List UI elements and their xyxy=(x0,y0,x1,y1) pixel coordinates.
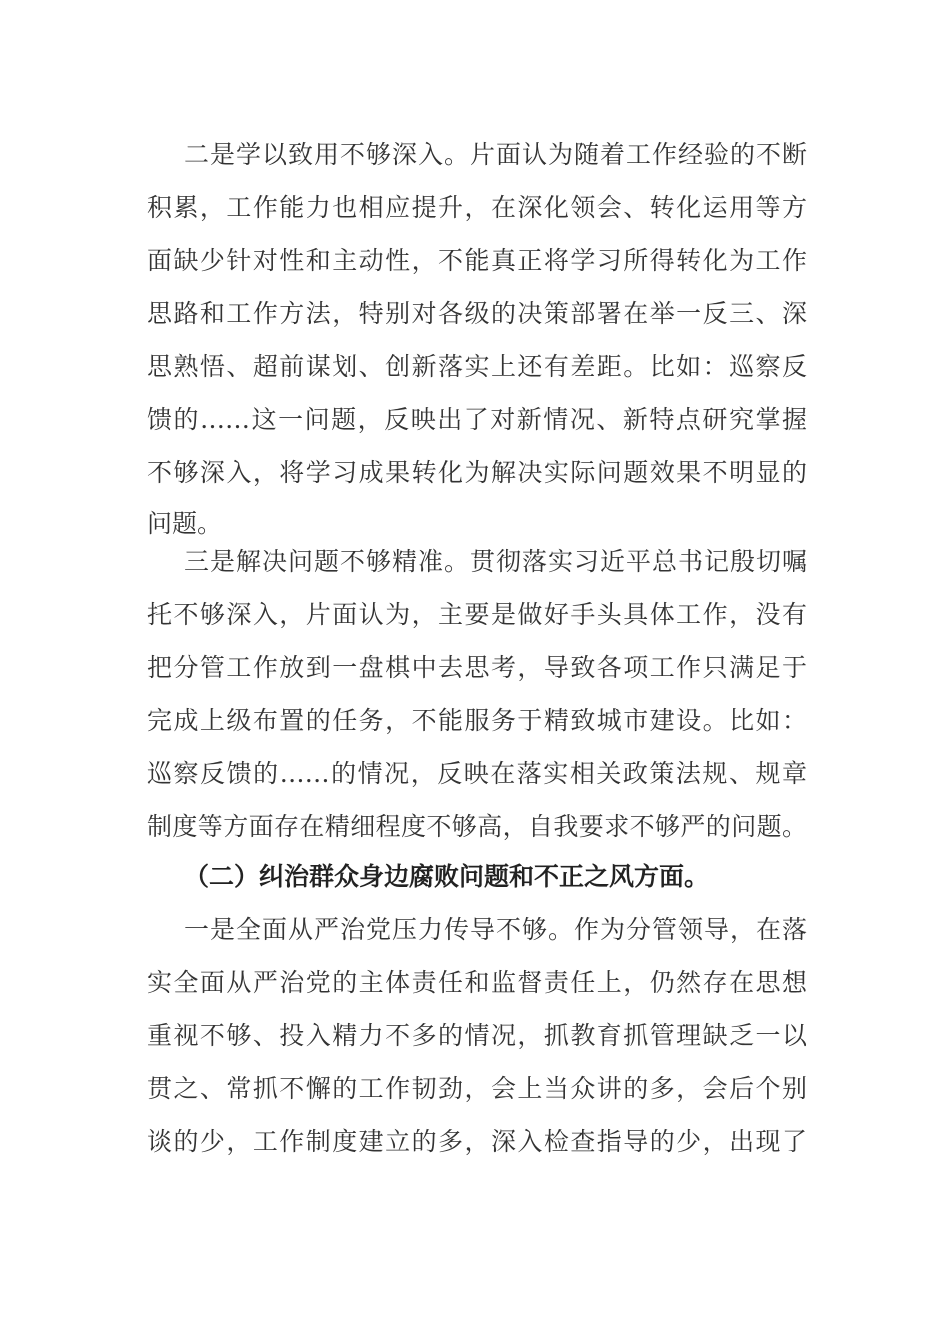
paragraph-1-line-2: 积累，工作能力也相应提升，在深化领会、转化运用等方 xyxy=(147,193,807,222)
paragraph-1-line-7: 不够深入，将学习成果转化为解决实际问题效果不明显的 xyxy=(147,458,807,487)
paragraph-1-line-4: 思路和工作方法，特别对各级的决策部署在举一反三、深 xyxy=(147,299,807,328)
paragraph-3-line-1: 一是全面从严治党压力传导不够。作为分管领导，在落 xyxy=(184,915,807,944)
section-heading-2: （二）纠治群众身边腐败问题和不正之风方面。 xyxy=(184,862,710,891)
paragraph-2-line-6: 制度等方面存在精细程度不够高，自我要求不够严的问题。 xyxy=(147,812,807,841)
paragraph-1-line-6: 馈的……这一问题，反映出了对新情况、新特点研究掌握 xyxy=(147,405,807,434)
paragraph-2-line-5: 巡察反馈的……的情况，反映在落实相关政策法规、规章 xyxy=(147,759,807,788)
paragraph-1-line-5: 思熟悟、超前谋划、创新落实上还有差距。比如：巡察反 xyxy=(147,352,807,381)
paragraph-3-line-2: 实全面从严治党的主体责任和监督责任上，仍然存在思想 xyxy=(147,968,807,997)
paragraph-2-line-3: 把分管工作放到一盘棋中去思考，导致各项工作只满足于 xyxy=(147,653,807,682)
paragraph-3-line-3: 重视不够、投入精力不多的情况，抓教育抓管理缺乏一以 xyxy=(147,1021,807,1050)
paragraph-3-line-4: 贯之、常抓不懈的工作韧劲，会上当众讲的多，会后个别 xyxy=(147,1074,807,1103)
paragraph-1-line-8: 问题。 xyxy=(147,509,223,538)
paragraph-1-line-1: 二是学以致用不够深入。片面认为随着工作经验的不断 xyxy=(184,140,807,169)
paragraph-3-line-5: 谈的少，工作制度建立的多，深入检查指导的少，出现了 xyxy=(147,1127,807,1156)
paragraph-2-line-2: 托不够深入，片面认为，主要是做好手头具体工作，没有 xyxy=(147,600,807,629)
paragraph-2-line-4: 完成上级布置的任务，不能服务于精致城市建设。比如： xyxy=(147,706,807,735)
paragraph-2-line-1: 三是解决问题不够精准。贯彻落实习近平总书记殷切嘱 xyxy=(184,547,807,576)
paragraph-1-line-3: 面缺少针对性和主动性，不能真正将学习所得转化为工作 xyxy=(147,246,807,275)
